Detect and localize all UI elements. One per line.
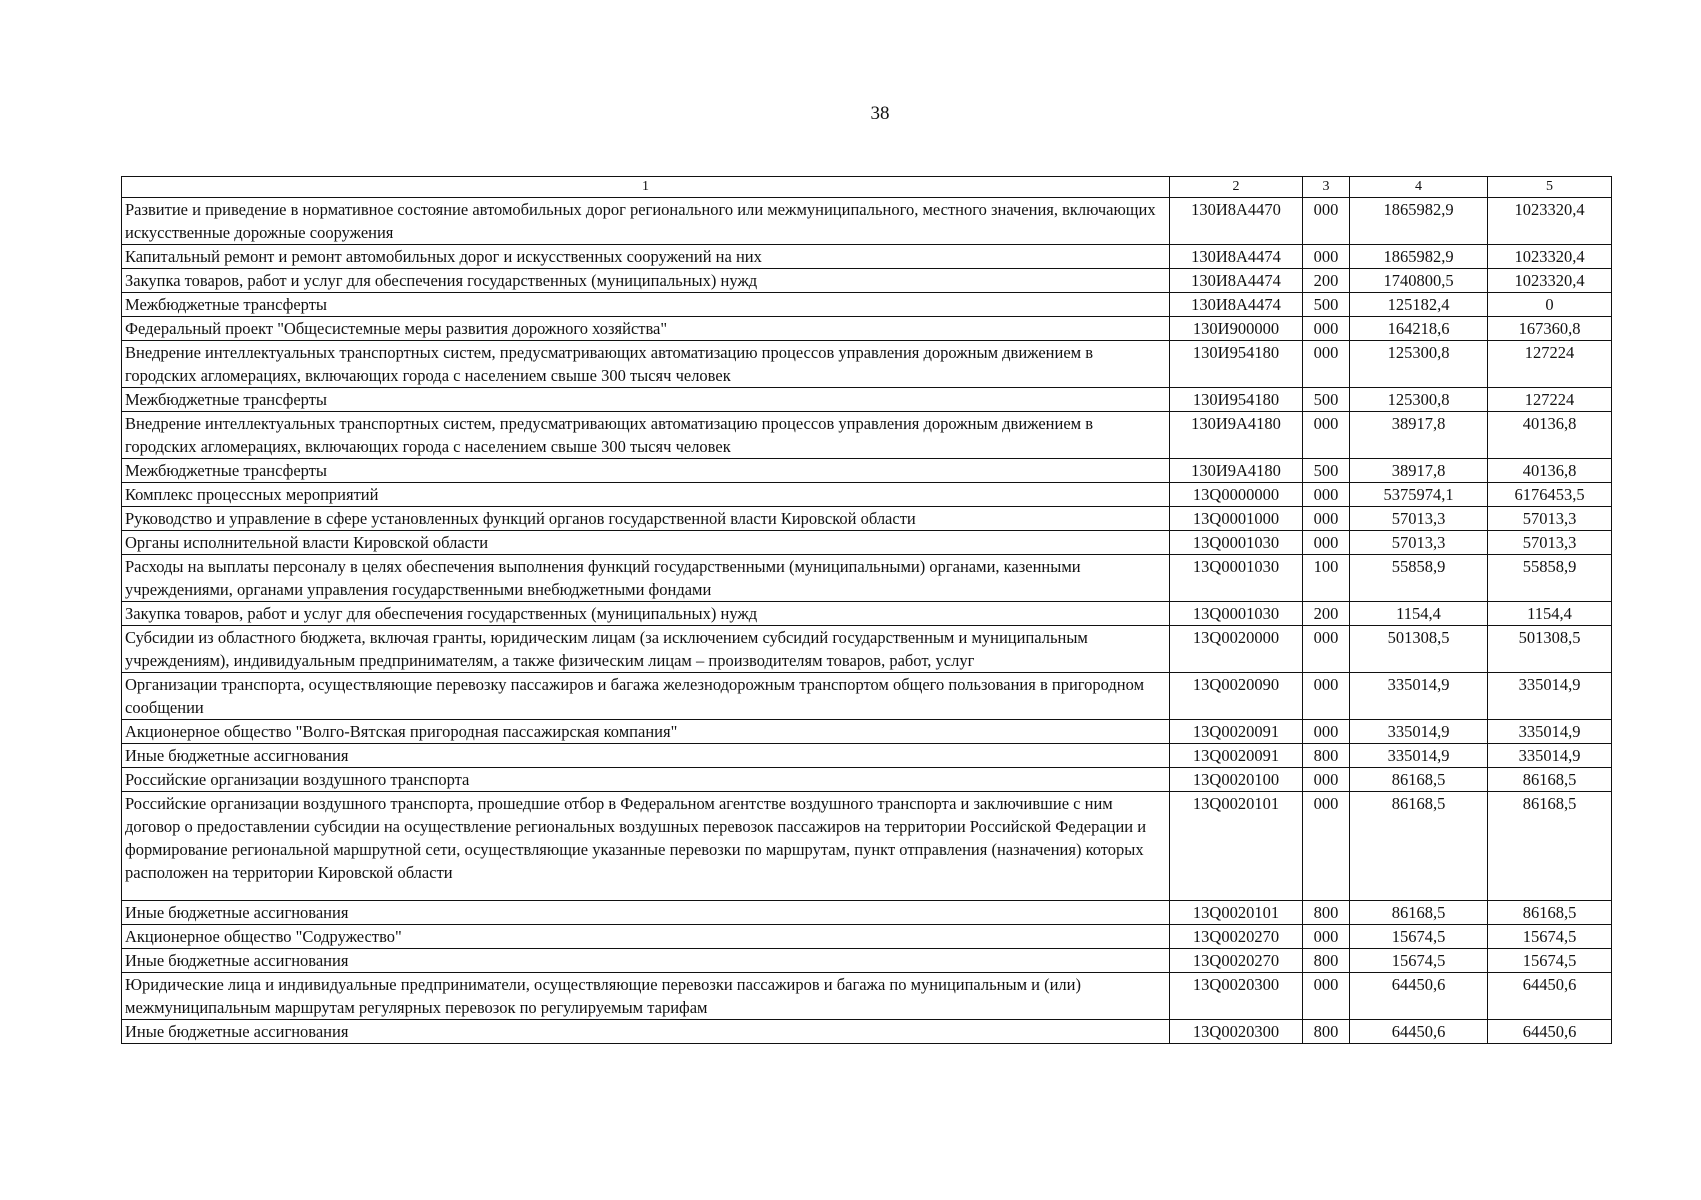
table-row	[122, 531, 1612, 555]
row-value-col5: 64450,6	[1488, 1020, 1612, 1044]
row-name: Комплекс процессных мероприятий	[122, 483, 1170, 507]
row-name: Акционерное общество "Содружество"	[122, 925, 1170, 949]
row-value-col5: 86168,5	[1488, 792, 1612, 901]
row-code: 13Q0001030	[1170, 531, 1303, 555]
row-value-col5: 167360,8	[1488, 317, 1612, 341]
row-value-col4: 164218,6	[1350, 317, 1488, 341]
row-value-col4: 57013,3	[1350, 531, 1488, 555]
row-value-col5: 1023320,4	[1488, 245, 1612, 269]
table-row	[122, 1020, 1612, 1044]
table-row	[122, 949, 1612, 973]
row-type: 000	[1303, 973, 1350, 1020]
table-row	[122, 293, 1612, 317]
row-type: 200	[1303, 269, 1350, 293]
row-value-col4: 64450,6	[1350, 973, 1488, 1020]
row-value-col4: 86168,5	[1350, 901, 1488, 925]
row-value-col4: 501308,5	[1350, 626, 1488, 673]
row-code: 13Q0020091	[1170, 720, 1303, 744]
row-name: Межбюджетные трансферты	[122, 388, 1170, 412]
row-name: Руководство и управление в сфере установленных функций органов государственной власти Кировской области	[122, 507, 1170, 531]
row-value-col5: 1023320,4	[1488, 269, 1612, 293]
row-type: 200	[1303, 602, 1350, 626]
row-value-col4: 335014,9	[1350, 744, 1488, 768]
row-type: 500	[1303, 459, 1350, 483]
row-code: 130И900000	[1170, 317, 1303, 341]
row-code: 130И8А4474	[1170, 245, 1303, 269]
row-value-col5: 6176453,5	[1488, 483, 1612, 507]
row-value-col4: 1865982,9	[1350, 245, 1488, 269]
table-row	[122, 602, 1612, 626]
table-row	[122, 555, 1612, 602]
row-code: 130И954180	[1170, 388, 1303, 412]
row-type: 000	[1303, 673, 1350, 720]
table-row	[122, 459, 1612, 483]
row-type: 000	[1303, 792, 1350, 901]
row-value-col4: 1865982,9	[1350, 198, 1488, 245]
row-name: Закупка товаров, работ и услуг для обеспечения государственных (муниципальных) нужд	[122, 602, 1170, 626]
row-type: 100	[1303, 555, 1350, 602]
table-row	[122, 269, 1612, 293]
row-value-col4: 86168,5	[1350, 792, 1488, 901]
row-type: 000	[1303, 483, 1350, 507]
row-type: 800	[1303, 1020, 1350, 1044]
row-type: 000	[1303, 531, 1350, 555]
row-type: 000	[1303, 626, 1350, 673]
row-value-col5: 335014,9	[1488, 673, 1612, 720]
row-value-col5: 501308,5	[1488, 626, 1612, 673]
table-row	[122, 973, 1612, 1020]
row-value-col4: 55858,9	[1350, 555, 1488, 602]
row-name: Федеральный проект "Общесистемные меры развития дорожного хозяйства"	[122, 317, 1170, 341]
row-code: 13Q0020000	[1170, 626, 1303, 673]
row-code: 13Q0020101	[1170, 792, 1303, 901]
row-code: 13Q0001030	[1170, 555, 1303, 602]
row-value-col5: 1154,4	[1488, 602, 1612, 626]
table-row	[122, 901, 1612, 925]
row-value-col5: 86168,5	[1488, 768, 1612, 792]
row-name: Органы исполнительной власти Кировской области	[122, 531, 1170, 555]
row-value-col4: 64450,6	[1350, 1020, 1488, 1044]
table-row	[122, 720, 1612, 744]
row-value-col4: 57013,3	[1350, 507, 1488, 531]
row-type: 000	[1303, 317, 1350, 341]
row-name: Расходы на выплаты персоналу в целях обеспечения выполнения функций государственными (муниципальными) органами, казенными учреждениями, органами управления государственными внебюджетными фондами	[122, 555, 1170, 602]
row-value-col4: 335014,9	[1350, 720, 1488, 744]
row-value-col4: 1740800,5	[1350, 269, 1488, 293]
row-type: 800	[1303, 744, 1350, 768]
table-row	[122, 412, 1612, 459]
page-number: 38	[870, 103, 890, 124]
row-code: 130И954180	[1170, 341, 1303, 388]
row-value-col4: 335014,9	[1350, 673, 1488, 720]
row-code: 13Q0001000	[1170, 507, 1303, 531]
header-col-4: 4	[1350, 177, 1488, 198]
table-row	[122, 626, 1612, 673]
row-name: Развитие и приведение в нормативное состояние автомобильных дорог регионального или межмуниципального, местного значения, включающих искусственные дорожные сооружения	[122, 198, 1170, 245]
budget-table	[121, 176, 1612, 1044]
header-col-5: 5	[1488, 177, 1612, 198]
row-type: 000	[1303, 925, 1350, 949]
row-name: Межбюджетные трансферты	[122, 459, 1170, 483]
row-name: Внедрение интеллектуальных транспортных систем, предусматривающих автоматизацию процессов управления дорожным движением в городских агломерациях, включающих города с населением свыше 300 тысяч человек	[122, 412, 1170, 459]
row-value-col5: 57013,3	[1488, 507, 1612, 531]
row-code: 13Q0001030	[1170, 602, 1303, 626]
row-type: 500	[1303, 388, 1350, 412]
row-type: 000	[1303, 507, 1350, 531]
row-type: 000	[1303, 198, 1350, 245]
row-type: 000	[1303, 768, 1350, 792]
row-type: 000	[1303, 412, 1350, 459]
row-value-col5: 335014,9	[1488, 744, 1612, 768]
table-row	[122, 507, 1612, 531]
table-row	[122, 483, 1612, 507]
row-code: 13Q0020101	[1170, 901, 1303, 925]
row-code: 130И8А4474	[1170, 293, 1303, 317]
table-row	[122, 792, 1612, 901]
row-code: 130И8А4470	[1170, 198, 1303, 245]
row-code: 13Q0020300	[1170, 973, 1303, 1020]
row-value-col4: 15674,5	[1350, 949, 1488, 973]
row-value-col5: 86168,5	[1488, 901, 1612, 925]
row-value-col5: 15674,5	[1488, 925, 1612, 949]
row-name: Иные бюджетные ассигнования	[122, 744, 1170, 768]
row-name: Внедрение интеллектуальных транспортных систем, предусматривающих автоматизацию процессов управления дорожным движением в городских агломерациях, включающих города с населением свыше 300 тысяч человек	[122, 341, 1170, 388]
row-value-col4: 38917,8	[1350, 459, 1488, 483]
table-row	[122, 317, 1612, 341]
row-code: 130И9А4180	[1170, 459, 1303, 483]
row-code: 13Q0020270	[1170, 949, 1303, 973]
row-name: Юридические лица и индивидуальные предприниматели, осуществляющие перевозки пассажиров и багажа по муниципальным и (или) межмуниципальным маршрутам регулярных перевозок по регулируемым тарифам	[122, 973, 1170, 1020]
row-value-col5: 40136,8	[1488, 412, 1612, 459]
row-code: 13Q0020300	[1170, 1020, 1303, 1044]
row-value-col5: 1023320,4	[1488, 198, 1612, 245]
row-type: 800	[1303, 949, 1350, 973]
row-value-col5: 55858,9	[1488, 555, 1612, 602]
table-row	[122, 198, 1612, 245]
table-row	[122, 341, 1612, 388]
row-name: Акционерное общество "Волго-Вятская пригородная пассажирская компания"	[122, 720, 1170, 744]
row-value-col5: 15674,5	[1488, 949, 1612, 973]
row-value-col4: 125300,8	[1350, 341, 1488, 388]
row-name: Российские организации воздушного транспорта, прошедшие отбор в Федеральном агентстве воздушного транспорта и заключившие с ним договор о предоставлении субсидии на осуществление региональных воздушных перевозок пассажиров на территории Российской Федерации и формирование региональной маршрутной сети, осуществляющие указанные перевозки по маршрутам, пункт отправления (назначения) которых расположен на территории Кировской области	[122, 792, 1170, 901]
row-type: 000	[1303, 720, 1350, 744]
row-name: Закупка товаров, работ и услуг для обеспечения государственных (муниципальных) нужд	[122, 269, 1170, 293]
row-value-col4: 125300,8	[1350, 388, 1488, 412]
row-value-col4: 38917,8	[1350, 412, 1488, 459]
row-code: 13Q0020270	[1170, 925, 1303, 949]
table-header-row	[122, 177, 1612, 198]
row-name: Иные бюджетные ассигнования	[122, 1020, 1170, 1044]
header-col-1: 1	[122, 177, 1170, 198]
row-code: 13Q0020100	[1170, 768, 1303, 792]
row-name: Иные бюджетные ассигнования	[122, 949, 1170, 973]
row-type: 800	[1303, 901, 1350, 925]
row-name: Иные бюджетные ассигнования	[122, 901, 1170, 925]
row-value-col5: 40136,8	[1488, 459, 1612, 483]
row-value-col4: 86168,5	[1350, 768, 1488, 792]
header-col-3: 3	[1303, 177, 1350, 198]
row-value-col5: 0	[1488, 293, 1612, 317]
row-value-col5: 57013,3	[1488, 531, 1612, 555]
row-value-col5: 335014,9	[1488, 720, 1612, 744]
row-type: 000	[1303, 341, 1350, 388]
row-name: Российские организации воздушного транспорта	[122, 768, 1170, 792]
row-value-col4: 1154,4	[1350, 602, 1488, 626]
row-value-col5: 127224	[1488, 388, 1612, 412]
row-code: 13Q0020091	[1170, 744, 1303, 768]
row-value-col4: 5375974,1	[1350, 483, 1488, 507]
row-name: Организации транспорта, осуществляющие перевозку пассажиров и багажа железнодорожным транспортом общего пользования в пригородном сообщении	[122, 673, 1170, 720]
row-name: Субсидии из областного бюджета, включая гранты, юридическим лицам (за исключением субсидий государственным и муниципальным учреждениям), индивидуальным предпринимателям, а также физическим лицам – производителям товаров, работ, услуг	[122, 626, 1170, 673]
row-value-col4: 125182,4	[1350, 293, 1488, 317]
row-type: 000	[1303, 245, 1350, 269]
row-code: 13Q0000000	[1170, 483, 1303, 507]
table-row	[122, 768, 1612, 792]
row-code: 130И9А4180	[1170, 412, 1303, 459]
table-row	[122, 388, 1612, 412]
table-row	[122, 744, 1612, 768]
table-row	[122, 925, 1612, 949]
row-type: 500	[1303, 293, 1350, 317]
row-value-col4: 15674,5	[1350, 925, 1488, 949]
row-code: 130И8А4474	[1170, 269, 1303, 293]
header-col-2: 2	[1170, 177, 1303, 198]
row-name: Капитальный ремонт и ремонт автомобильных дорог и искусственных сооружений на них	[122, 245, 1170, 269]
row-name: Межбюджетные трансферты	[122, 293, 1170, 317]
table-row	[122, 245, 1612, 269]
table-row	[122, 673, 1612, 720]
row-value-col5: 64450,6	[1488, 973, 1612, 1020]
row-code: 13Q0020090	[1170, 673, 1303, 720]
row-value-col5: 127224	[1488, 341, 1612, 388]
